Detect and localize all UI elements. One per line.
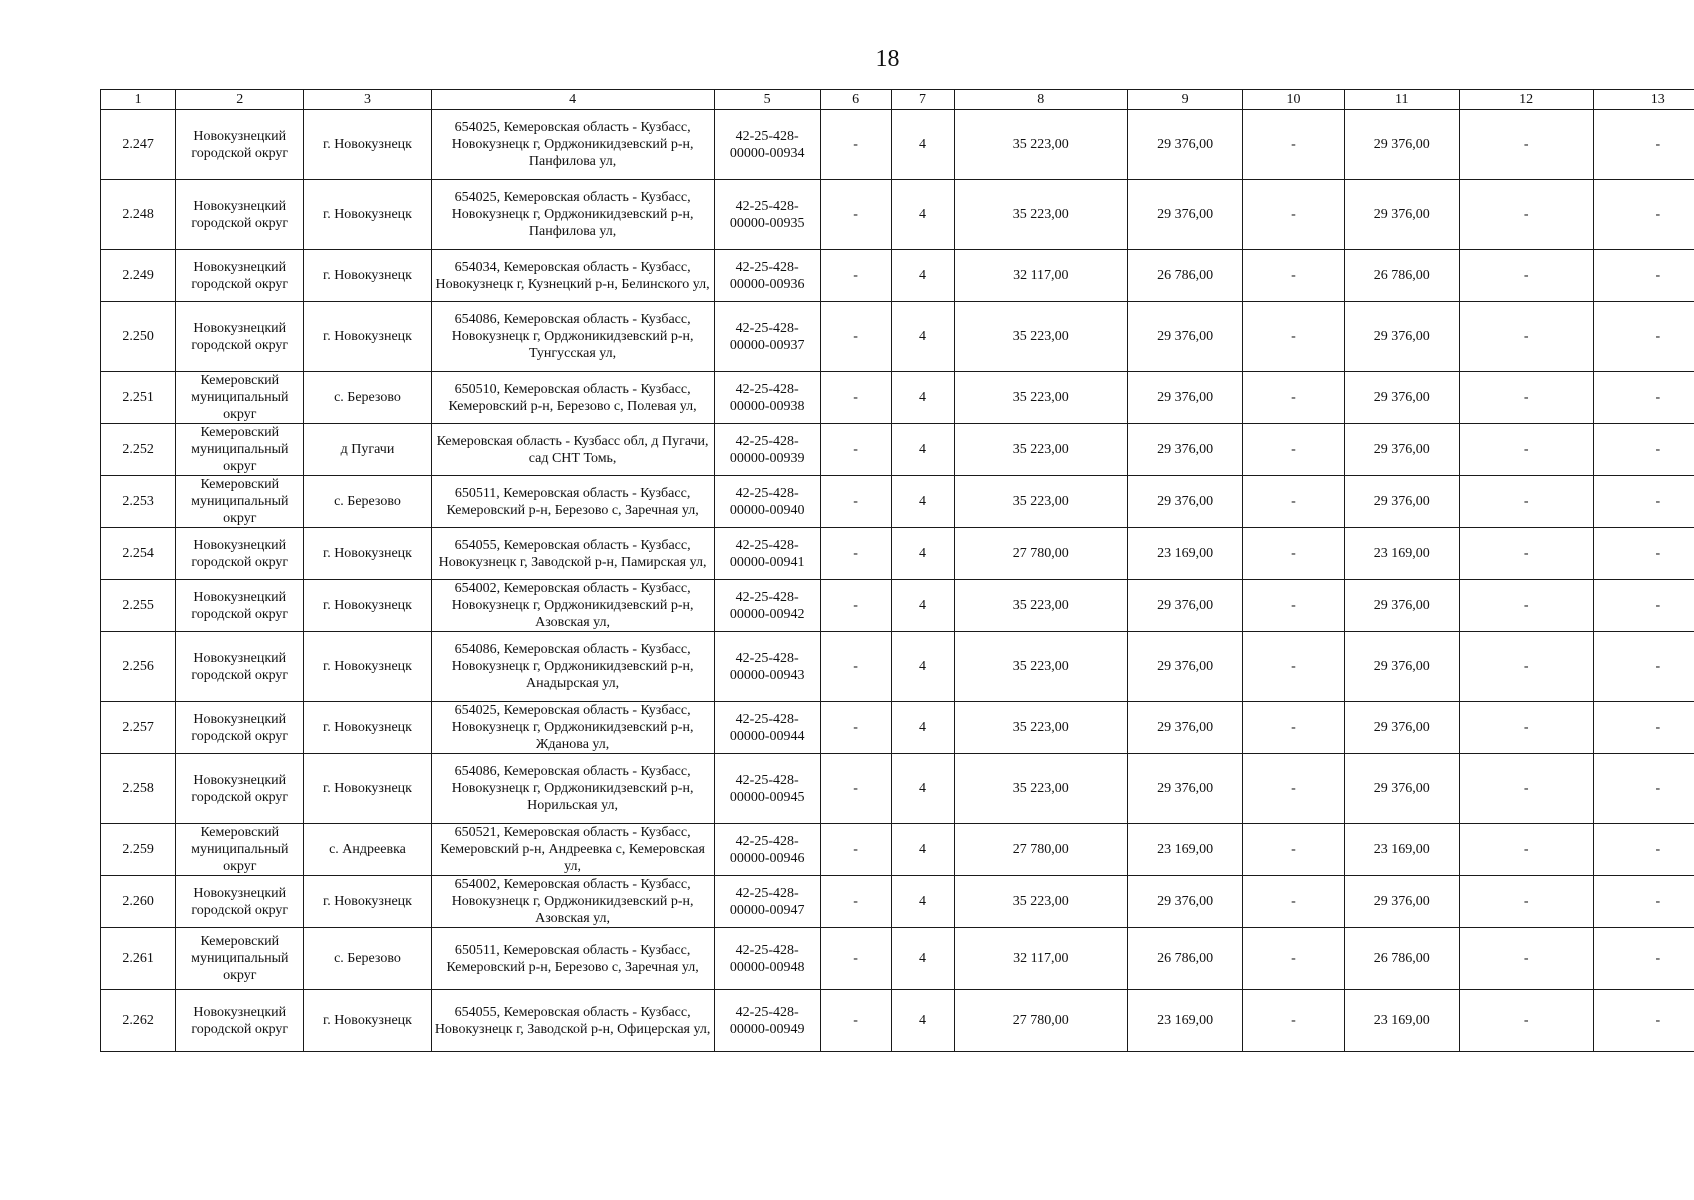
col13-cell: - bbox=[1593, 876, 1694, 928]
col10-cell: - bbox=[1243, 372, 1345, 424]
col6-cell: - bbox=[820, 110, 891, 180]
address-cell: 654002, Кемеровская область - Кузбасс, Новокузнецк г, Орджоникидзевский р-н, Азовская ул, bbox=[431, 876, 714, 928]
column-header: 9 bbox=[1128, 90, 1243, 110]
row-number-cell: 2.256 bbox=[101, 632, 176, 702]
col6-cell: - bbox=[820, 302, 891, 372]
row-number-cell: 2.253 bbox=[101, 476, 176, 528]
col11-value-cell: 26 786,00 bbox=[1344, 250, 1459, 302]
col12-cell: - bbox=[1459, 702, 1593, 754]
col7-cell: 4 bbox=[891, 302, 954, 372]
table-row bbox=[101, 702, 1694, 754]
col9-value-cell: 23 169,00 bbox=[1128, 990, 1243, 1052]
col8-value-cell: 35 223,00 bbox=[954, 580, 1128, 632]
table-row bbox=[101, 476, 1694, 528]
col6-cell: - bbox=[820, 372, 891, 424]
col9-value-cell: 29 376,00 bbox=[1128, 372, 1243, 424]
table-row bbox=[101, 372, 1694, 424]
table-row bbox=[101, 424, 1694, 476]
col10-cell: - bbox=[1243, 928, 1345, 990]
registry-code-cell: 42-25-428-00000-00948 bbox=[714, 928, 820, 990]
column-header: 2 bbox=[176, 90, 304, 110]
table-row bbox=[101, 528, 1694, 580]
col11-value-cell: 29 376,00 bbox=[1344, 754, 1459, 824]
col12-cell: - bbox=[1459, 632, 1593, 702]
col7-cell: 4 bbox=[891, 754, 954, 824]
column-header: 10 bbox=[1243, 90, 1345, 110]
col13-cell: - bbox=[1593, 928, 1694, 990]
district-cell: Новокузнецкий городской округ bbox=[176, 302, 304, 372]
address-cell: 650511, Кемеровская область - Кузбасс, Кемеровский р-н, Березово с, Заречная ул, bbox=[431, 928, 714, 990]
col9-value-cell: 29 376,00 bbox=[1128, 702, 1243, 754]
district-cell: Кемеровский муниципальный округ bbox=[176, 928, 304, 990]
registry-table bbox=[100, 89, 1694, 1052]
registry-code-cell: 42-25-428-00000-00944 bbox=[714, 702, 820, 754]
address-cell: 654025, Кемеровская область - Кузбасс, Новокузнецк г, Орджоникидзевский р-н, Панфилова ул, bbox=[431, 110, 714, 180]
col8-value-cell: 35 223,00 bbox=[954, 424, 1128, 476]
col12-cell: - bbox=[1459, 476, 1593, 528]
col10-cell: - bbox=[1243, 424, 1345, 476]
col11-value-cell: 29 376,00 bbox=[1344, 580, 1459, 632]
col11-value-cell: 29 376,00 bbox=[1344, 702, 1459, 754]
col6-cell: - bbox=[820, 632, 891, 702]
district-cell: Новокузнецкий городской округ bbox=[176, 580, 304, 632]
address-cell: 654055, Кемеровская область - Кузбасс, Новокузнецк г, Заводской р-н, Памирская ул, bbox=[431, 528, 714, 580]
col11-value-cell: 29 376,00 bbox=[1344, 424, 1459, 476]
col7-cell: 4 bbox=[891, 372, 954, 424]
registry-code-cell: 42-25-428-00000-00938 bbox=[714, 372, 820, 424]
col6-cell: - bbox=[820, 424, 891, 476]
col13-cell: - bbox=[1593, 302, 1694, 372]
col11-value-cell: 29 376,00 bbox=[1344, 876, 1459, 928]
col6-cell: - bbox=[820, 250, 891, 302]
col7-cell: 4 bbox=[891, 424, 954, 476]
col7-cell: 4 bbox=[891, 876, 954, 928]
row-number-cell: 2.259 bbox=[101, 824, 176, 876]
col12-cell: - bbox=[1459, 528, 1593, 580]
col13-cell: - bbox=[1593, 824, 1694, 876]
table-row bbox=[101, 180, 1694, 250]
address-cell: 650511, Кемеровская область - Кузбасс, Кемеровский р-н, Березово с, Заречная ул, bbox=[431, 476, 714, 528]
col9-value-cell: 29 376,00 bbox=[1128, 754, 1243, 824]
col13-cell: - bbox=[1593, 250, 1694, 302]
col6-cell: - bbox=[820, 928, 891, 990]
col13-cell: - bbox=[1593, 528, 1694, 580]
col10-cell: - bbox=[1243, 250, 1345, 302]
col6-cell: - bbox=[820, 824, 891, 876]
district-cell: Новокузнецкий городской округ bbox=[176, 110, 304, 180]
col11-value-cell: 26 786,00 bbox=[1344, 928, 1459, 990]
locality-cell: с. Березово bbox=[304, 476, 431, 528]
registry-code-cell: 42-25-428-00000-00937 bbox=[714, 302, 820, 372]
district-cell: Новокузнецкий городской округ bbox=[176, 180, 304, 250]
locality-cell: г. Новокузнецк bbox=[304, 702, 431, 754]
col9-value-cell: 26 786,00 bbox=[1128, 928, 1243, 990]
column-header: 12 bbox=[1459, 90, 1593, 110]
address-cell: 654086, Кемеровская область - Кузбасс, Новокузнецк г, Орджоникидзевский р-н, Норильская ул, bbox=[431, 754, 714, 824]
address-cell: Кемеровская область - Кузбасс обл, д Пугачи, сад СНТ Томь, bbox=[431, 424, 714, 476]
district-cell: Кемеровский муниципальный округ bbox=[176, 476, 304, 528]
col8-value-cell: 35 223,00 bbox=[954, 476, 1128, 528]
col13-cell: - bbox=[1593, 702, 1694, 754]
registry-code-cell: 42-25-428-00000-00940 bbox=[714, 476, 820, 528]
registry-code-cell: 42-25-428-00000-00934 bbox=[714, 110, 820, 180]
col8-value-cell: 35 223,00 bbox=[954, 180, 1128, 250]
col10-cell: - bbox=[1243, 876, 1345, 928]
column-number-header-row bbox=[101, 90, 1694, 110]
col8-value-cell: 35 223,00 bbox=[954, 876, 1128, 928]
table-row bbox=[101, 928, 1694, 990]
col8-value-cell: 35 223,00 bbox=[954, 754, 1128, 824]
district-cell: Новокузнецкий городской округ bbox=[176, 250, 304, 302]
row-number-cell: 2.260 bbox=[101, 876, 176, 928]
col11-value-cell: 29 376,00 bbox=[1344, 180, 1459, 250]
address-cell: 654086, Кемеровская область - Кузбасс, Новокузнецк г, Орджоникидзевский р-н, Анадырская ул, bbox=[431, 632, 714, 702]
column-header: 4 bbox=[431, 90, 714, 110]
locality-cell: д Пугачи bbox=[304, 424, 431, 476]
column-header: 11 bbox=[1344, 90, 1459, 110]
table-row bbox=[101, 580, 1694, 632]
col13-cell: - bbox=[1593, 754, 1694, 824]
col8-value-cell: 35 223,00 bbox=[954, 302, 1128, 372]
col10-cell: - bbox=[1243, 110, 1345, 180]
column-header: 1 bbox=[101, 90, 176, 110]
col9-value-cell: 29 376,00 bbox=[1128, 424, 1243, 476]
row-number-cell: 2.262 bbox=[101, 990, 176, 1052]
table-row bbox=[101, 250, 1694, 302]
col13-cell: - bbox=[1593, 476, 1694, 528]
col10-cell: - bbox=[1243, 702, 1345, 754]
address-cell: 650521, Кемеровская область - Кузбасс, Кемеровский р-н, Андреевка с, Кемеровская ул, bbox=[431, 824, 714, 876]
col8-value-cell: 27 780,00 bbox=[954, 528, 1128, 580]
registry-code-cell: 42-25-428-00000-00942 bbox=[714, 580, 820, 632]
col10-cell: - bbox=[1243, 632, 1345, 702]
col7-cell: 4 bbox=[891, 250, 954, 302]
column-header: 3 bbox=[304, 90, 431, 110]
column-header: 7 bbox=[891, 90, 954, 110]
column-header: 5 bbox=[714, 90, 820, 110]
col6-cell: - bbox=[820, 476, 891, 528]
col11-value-cell: 23 169,00 bbox=[1344, 990, 1459, 1052]
col10-cell: - bbox=[1243, 302, 1345, 372]
registry-code-cell: 42-25-428-00000-00939 bbox=[714, 424, 820, 476]
locality-cell: с. Березово bbox=[304, 928, 431, 990]
col11-value-cell: 23 169,00 bbox=[1344, 824, 1459, 876]
row-number-cell: 2.255 bbox=[101, 580, 176, 632]
row-number-cell: 2.252 bbox=[101, 424, 176, 476]
col8-value-cell: 35 223,00 bbox=[954, 110, 1128, 180]
row-number-cell: 2.258 bbox=[101, 754, 176, 824]
col6-cell: - bbox=[820, 580, 891, 632]
col11-value-cell: 23 169,00 bbox=[1344, 528, 1459, 580]
col12-cell: - bbox=[1459, 180, 1593, 250]
row-number-cell: 2.250 bbox=[101, 302, 176, 372]
district-cell: Новокузнецкий городской округ bbox=[176, 632, 304, 702]
col9-value-cell: 29 376,00 bbox=[1128, 180, 1243, 250]
col12-cell: - bbox=[1459, 876, 1593, 928]
col12-cell: - bbox=[1459, 580, 1593, 632]
col8-value-cell: 35 223,00 bbox=[954, 702, 1128, 754]
col9-value-cell: 29 376,00 bbox=[1128, 876, 1243, 928]
col12-cell: - bbox=[1459, 928, 1593, 990]
col11-value-cell: 29 376,00 bbox=[1344, 372, 1459, 424]
col9-value-cell: 29 376,00 bbox=[1128, 476, 1243, 528]
col9-value-cell: 29 376,00 bbox=[1128, 580, 1243, 632]
col13-cell: - bbox=[1593, 632, 1694, 702]
address-cell: 654002, Кемеровская область - Кузбасс, Новокузнецк г, Орджоникидзевский р-н, Азовская ул, bbox=[431, 580, 714, 632]
col7-cell: 4 bbox=[891, 180, 954, 250]
address-cell: 654086, Кемеровская область - Кузбасс, Новокузнецк г, Орджоникидзевский р-н, Тунгусская ул, bbox=[431, 302, 714, 372]
locality-cell: с. Березово bbox=[304, 372, 431, 424]
col7-cell: 4 bbox=[891, 824, 954, 876]
col12-cell: - bbox=[1459, 424, 1593, 476]
table-row bbox=[101, 632, 1694, 702]
col10-cell: - bbox=[1243, 180, 1345, 250]
column-header: 8 bbox=[954, 90, 1128, 110]
locality-cell: г. Новокузнецк bbox=[304, 580, 431, 632]
page-number: 18 bbox=[875, 46, 900, 72]
col7-cell: 4 bbox=[891, 702, 954, 754]
registry-code-cell: 42-25-428-00000-00936 bbox=[714, 250, 820, 302]
address-cell: 654034, Кемеровская область - Кузбасс, Новокузнецк г, Кузнецкий р-н, Белинского ул, bbox=[431, 250, 714, 302]
col8-value-cell: 27 780,00 bbox=[954, 824, 1128, 876]
address-cell: 650510, Кемеровская область - Кузбасс, Кемеровский р-н, Березово с, Полевая ул, bbox=[431, 372, 714, 424]
row-number-cell: 2.251 bbox=[101, 372, 176, 424]
district-cell: Новокузнецкий городской округ bbox=[176, 990, 304, 1052]
col13-cell: - bbox=[1593, 180, 1694, 250]
col9-value-cell: 29 376,00 bbox=[1128, 110, 1243, 180]
col7-cell: 4 bbox=[891, 580, 954, 632]
district-cell: Новокузнецкий городской округ bbox=[176, 754, 304, 824]
col8-value-cell: 32 117,00 bbox=[954, 250, 1128, 302]
col6-cell: - bbox=[820, 180, 891, 250]
column-header: 6 bbox=[820, 90, 891, 110]
col9-value-cell: 29 376,00 bbox=[1128, 302, 1243, 372]
table-row bbox=[101, 990, 1694, 1052]
locality-cell: г. Новокузнецк bbox=[304, 302, 431, 372]
table-row bbox=[101, 302, 1694, 372]
registry-code-cell: 42-25-428-00000-00947 bbox=[714, 876, 820, 928]
registry-code-cell: 42-25-428-00000-00949 bbox=[714, 990, 820, 1052]
col10-cell: - bbox=[1243, 824, 1345, 876]
col9-value-cell: 23 169,00 bbox=[1128, 824, 1243, 876]
registry-code-cell: 42-25-428-00000-00941 bbox=[714, 528, 820, 580]
col11-value-cell: 29 376,00 bbox=[1344, 632, 1459, 702]
address-cell: 654025, Кемеровская область - Кузбасс, Новокузнецк г, Орджоникидзевский р-н, Жданова ул, bbox=[431, 702, 714, 754]
registry-code-cell: 42-25-428-00000-00945 bbox=[714, 754, 820, 824]
col13-cell: - bbox=[1593, 110, 1694, 180]
col12-cell: - bbox=[1459, 990, 1593, 1052]
col6-cell: - bbox=[820, 754, 891, 824]
col12-cell: - bbox=[1459, 250, 1593, 302]
col6-cell: - bbox=[820, 702, 891, 754]
col10-cell: - bbox=[1243, 476, 1345, 528]
locality-cell: г. Новокузнецк bbox=[304, 876, 431, 928]
col7-cell: 4 bbox=[891, 990, 954, 1052]
table-row bbox=[101, 110, 1694, 180]
locality-cell: г. Новокузнецк bbox=[304, 990, 431, 1052]
district-cell: Новокузнецкий городской округ bbox=[176, 702, 304, 754]
locality-cell: г. Новокузнецк bbox=[304, 180, 431, 250]
col12-cell: - bbox=[1459, 754, 1593, 824]
col7-cell: 4 bbox=[891, 928, 954, 990]
locality-cell: г. Новокузнецк bbox=[304, 250, 431, 302]
row-number-cell: 2.257 bbox=[101, 702, 176, 754]
col6-cell: - bbox=[820, 990, 891, 1052]
col8-value-cell: 32 117,00 bbox=[954, 928, 1128, 990]
col10-cell: - bbox=[1243, 990, 1345, 1052]
locality-cell: г. Новокузнецк bbox=[304, 632, 431, 702]
table-body bbox=[101, 110, 1694, 1052]
col12-cell: - bbox=[1459, 824, 1593, 876]
registry-code-cell: 42-25-428-00000-00943 bbox=[714, 632, 820, 702]
col7-cell: 4 bbox=[891, 632, 954, 702]
district-cell: Кемеровский муниципальный округ bbox=[176, 824, 304, 876]
col11-value-cell: 29 376,00 bbox=[1344, 110, 1459, 180]
registry-code-cell: 42-25-428-00000-00946 bbox=[714, 824, 820, 876]
table-row bbox=[101, 876, 1694, 928]
col12-cell: - bbox=[1459, 302, 1593, 372]
row-number-cell: 2.254 bbox=[101, 528, 176, 580]
col8-value-cell: 35 223,00 bbox=[954, 632, 1128, 702]
col13-cell: - bbox=[1593, 990, 1694, 1052]
row-number-cell: 2.261 bbox=[101, 928, 176, 990]
table-row bbox=[101, 824, 1694, 876]
col11-value-cell: 29 376,00 bbox=[1344, 476, 1459, 528]
district-cell: Новокузнецкий городской округ bbox=[176, 876, 304, 928]
table-row bbox=[101, 754, 1694, 824]
col8-value-cell: 35 223,00 bbox=[954, 372, 1128, 424]
locality-cell: с. Андреевка bbox=[304, 824, 431, 876]
locality-cell: г. Новокузнецк bbox=[304, 754, 431, 824]
col12-cell: - bbox=[1459, 372, 1593, 424]
col13-cell: - bbox=[1593, 372, 1694, 424]
col8-value-cell: 27 780,00 bbox=[954, 990, 1128, 1052]
locality-cell: г. Новокузнецк bbox=[304, 110, 431, 180]
address-cell: 654055, Кемеровская область - Кузбасс, Новокузнецк г, Заводской р-н, Офицерская ул, bbox=[431, 990, 714, 1052]
district-cell: Кемеровский муниципальный округ bbox=[176, 372, 304, 424]
address-cell: 654025, Кемеровская область - Кузбасс, Новокузнецк г, Орджоникидзевский р-н, Панфилова ул, bbox=[431, 180, 714, 250]
column-header: 13 bbox=[1593, 90, 1694, 110]
locality-cell: г. Новокузнецк bbox=[304, 528, 431, 580]
col13-cell: - bbox=[1593, 580, 1694, 632]
col9-value-cell: 29 376,00 bbox=[1128, 632, 1243, 702]
col9-value-cell: 26 786,00 bbox=[1128, 250, 1243, 302]
col9-value-cell: 23 169,00 bbox=[1128, 528, 1243, 580]
col10-cell: - bbox=[1243, 754, 1345, 824]
registry-code-cell: 42-25-428-00000-00935 bbox=[714, 180, 820, 250]
col12-cell: - bbox=[1459, 110, 1593, 180]
district-cell: Новокузнецкий городской округ bbox=[176, 528, 304, 580]
district-cell: Кемеровский муниципальный округ bbox=[176, 424, 304, 476]
col11-value-cell: 29 376,00 bbox=[1344, 302, 1459, 372]
col6-cell: - bbox=[820, 528, 891, 580]
col10-cell: - bbox=[1243, 580, 1345, 632]
col13-cell: - bbox=[1593, 424, 1694, 476]
col7-cell: 4 bbox=[891, 476, 954, 528]
row-number-cell: 2.249 bbox=[101, 250, 176, 302]
row-number-cell: 2.248 bbox=[101, 180, 176, 250]
col7-cell: 4 bbox=[891, 528, 954, 580]
col7-cell: 4 bbox=[891, 110, 954, 180]
col10-cell: - bbox=[1243, 528, 1345, 580]
col6-cell: - bbox=[820, 876, 891, 928]
row-number-cell: 2.247 bbox=[101, 110, 176, 180]
